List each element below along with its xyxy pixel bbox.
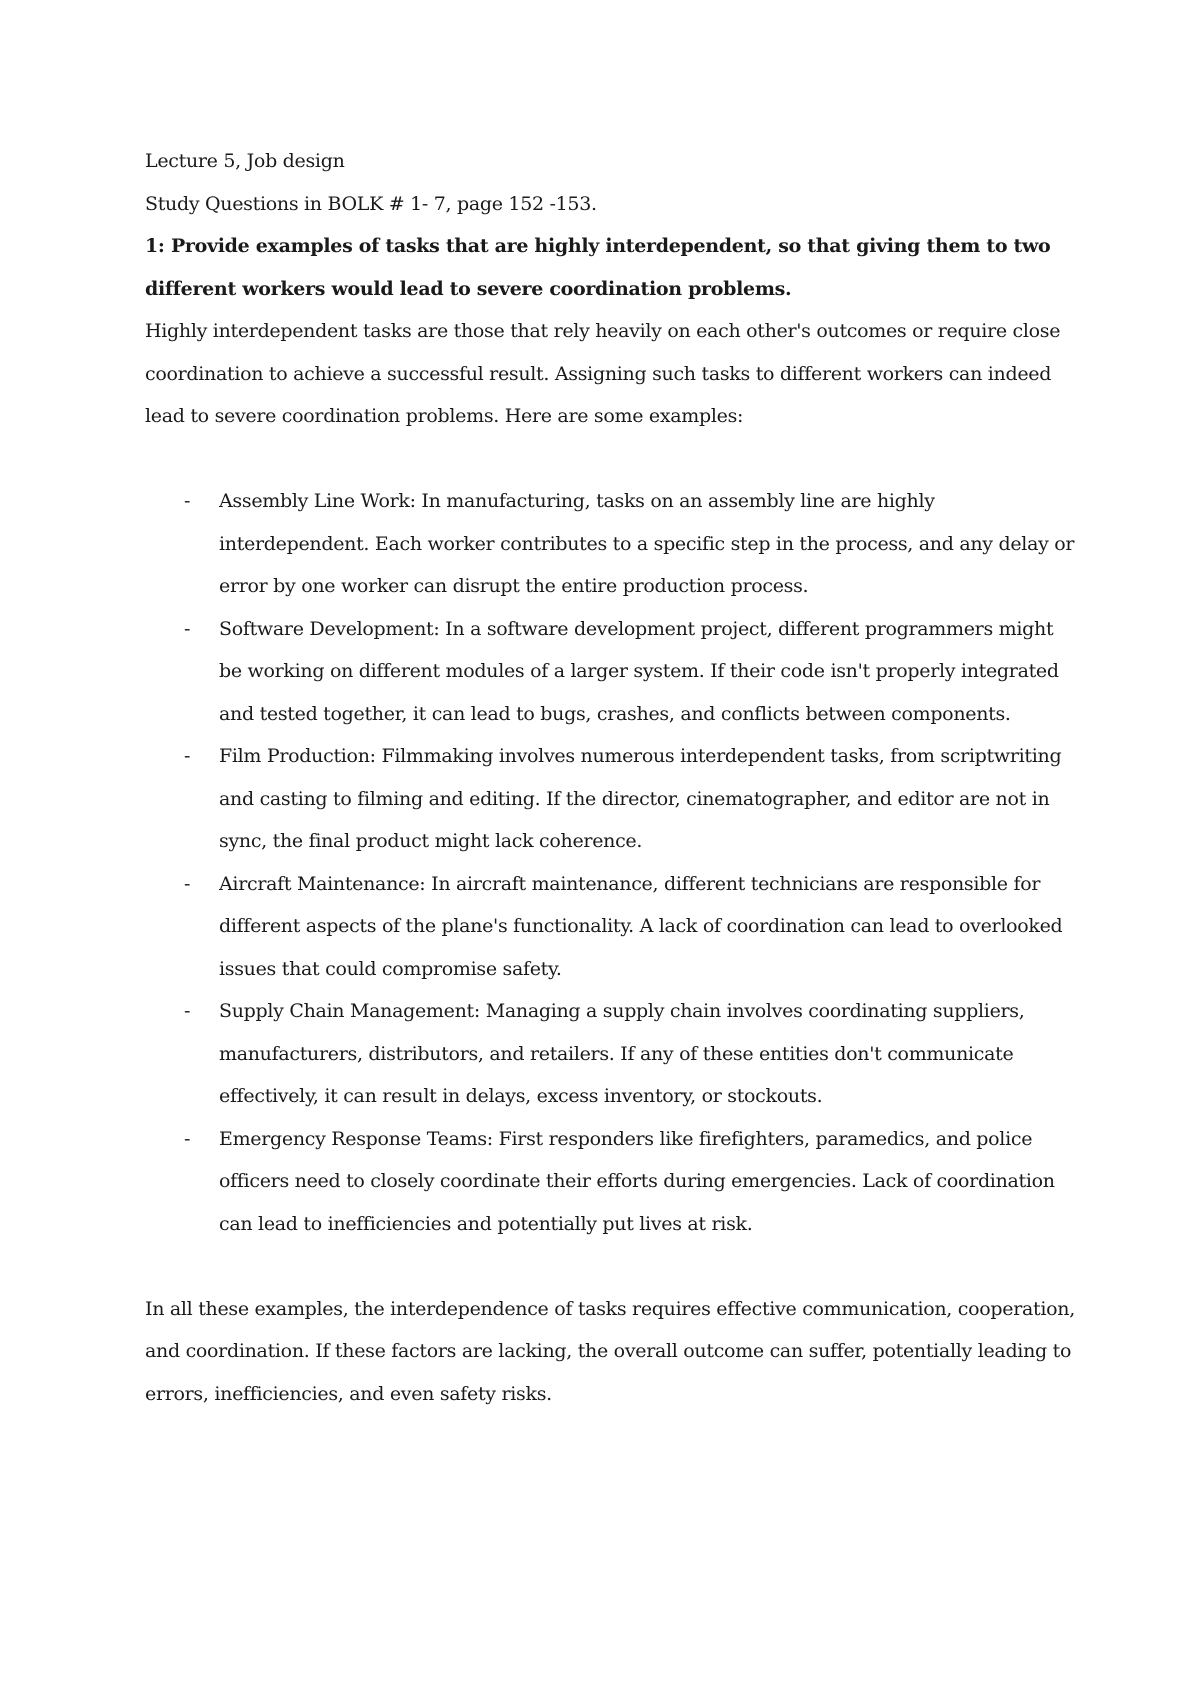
example-text: Aircraft Maintenance: In aircraft maintenance, different technicians are responsible for different aspects of the plane's functionality. A lack of coordination can lead to overlooked issues that could compromise safety.	[219, 872, 1063, 980]
example-text: Assembly Line Work: In manufacturing, tasks on an assembly line are highly interdependent. Each worker contributes to a specific step in the process, and any delay or error by one worker can disrupt the entire production process.	[219, 490, 1075, 597]
question-1: 1: Provide examples of tasks that are highly interdependent, so that giving them to two different workers would lead to severe coordination problems.	[145, 235, 1051, 300]
example-text: Supply Chain Management: Managing a supply chain involves coordinating suppliers, manufacturers, distributors, and retailers. If any of these entities don't communicate effectively, it can result in delays, excess inventory, or stockouts.	[219, 1000, 1025, 1107]
lecture-heading: Lecture 5, Job design	[145, 150, 345, 172]
bullet-dash: -	[184, 1127, 191, 1150]
bullet-dash: -	[184, 745, 191, 767]
list-item	[145, 735, 1075, 863]
spacer	[145, 438, 1075, 481]
spacer	[145, 1245, 1075, 1288]
conclusion-paragraph: In all these examples, the interdependence of tasks requires effective communication, cooperation, and coordination. If these factors are lacking, the overall outcome can suffer, potentially leading to errors, inefficiencies, and even safety risks.	[145, 1297, 1075, 1405]
list-item	[145, 863, 1075, 991]
document-body	[145, 140, 1075, 1415]
example-text: Film Production: Filmmaking involves numerous interdependent tasks, from scriptwriting and casting to filming and editing. If the director, cinematographer, and editor are not in sync, the final product might lack coherence.	[219, 745, 1062, 852]
intro-paragraph: Highly interdependent tasks are those that rely heavily on each other's outcomes or require close coordination to achieve a successful result. Assigning such tasks to different workers can indeed lead to severe coordination problems. Here are some examples:	[145, 320, 1061, 427]
list-item	[145, 1118, 1075, 1246]
list-item	[145, 480, 1075, 608]
bullet-dash: -	[184, 872, 191, 895]
examples-list	[145, 480, 1075, 1245]
example-text: Emergency Response Teams: First responders like firefighters, paramedics, and police officers need to closely coordinate their efforts during emergencies. Lack of coordination can lead to inefficiencies and potentially put lives at risk.	[219, 1127, 1055, 1235]
bullet-dash: -	[184, 617, 191, 640]
bullet-dash: -	[184, 490, 191, 512]
list-item	[145, 608, 1075, 736]
bullet-dash: -	[184, 1000, 191, 1022]
example-text: Software Development: In a software development project, different programmers might be working on different modules of a larger system. If their code isn't properly integrated and tested together, it can lead to bugs, crashes, and conflicts between components.	[219, 617, 1059, 725]
study-questions-reference: Study Questions in BOLK # 1- 7, page 152 -153.	[145, 192, 597, 215]
list-item	[145, 990, 1075, 1118]
